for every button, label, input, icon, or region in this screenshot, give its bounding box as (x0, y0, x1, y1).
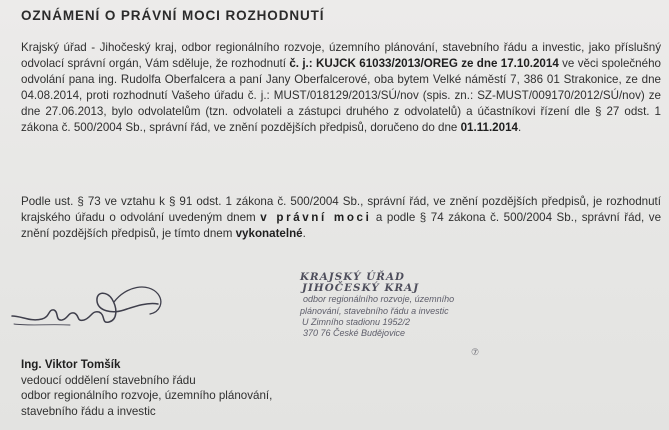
stamp-address-city: 370 76 České Budějovice (303, 328, 406, 339)
document-title: OZNÁMENÍ O PRÁVNÍ MOCI ROZHODNUTÍ (21, 8, 325, 23)
stamp-region: JIHOČESKÝ KRAJ (302, 282, 420, 295)
signer-department: odbor regionálního rozvoje, územního plánování, (21, 389, 273, 403)
enforceable-word: vykonatelné (235, 227, 303, 241)
paragraph-legal-text-1: Podle ust. § 73 ve vztahu k § 91 odst. 1 zákona č. 500/2004 Sb., správní řád, ve znění pozdějších předpisů, je rozhodnutí krajského úřadu o odvolání uvedeným dnem (21, 195, 661, 225)
legal-force-phrase: v právní moci (260, 211, 372, 225)
delivery-date: 01.11.2014 (460, 121, 518, 135)
paragraph-notice-text-3: . (517, 121, 522, 135)
stamp-authority: KRAJSKÝ ÚŘAD (300, 271, 406, 283)
signer-block (21, 357, 272, 419)
handwritten-signature (8, 272, 208, 344)
stamp-department-line-1: odbor regionálního rozvoje, územního (303, 294, 455, 305)
paragraph-legal-text-3: . (302, 227, 306, 241)
paragraph-notice-text-2: ve věci společného odvolání pana ing. Rudolfa Oberfalcera a paní Jany Oberfalcerové, oba bytem Velké náměstí 7, 386 01 Strakonice, ze dne 04.08.2014, proti rozhodnutí Vašeho úřadu č. j.: MUST/018129/2013/SÚ/nov (spis. zn.: SZ-MUST/009170/2012/SÚ/nov) ze dne 27.06.2013, bylo odvolatelům (tzn. odvolateli a zástupci druhého z odvolatelů) a účastníkovi řízení dle § 27 odst. 1 zákona č. 500/2004 Sb., správní řád, ve znění pozdějších předpisů, doručeno do dne (21, 57, 661, 135)
signer-position: vedoucí oddělení stavebního řádu (21, 373, 196, 387)
signer-name: Ing. Viktor Tomšík (21, 358, 121, 371)
decision-reference: č. j.: KUJCK 61033/2013/OREG ze dne 17.10.2014 (289, 57, 559, 71)
paragraph-legal-force (21, 194, 661, 242)
signer-department-2: stavebního řádu a investic (21, 404, 156, 418)
paragraph-legal-text-2: a podle § 74 zákona č. 500/2004 Sb., správní řád, ve znění pozdějších předpisů, je tímto dnem (21, 211, 662, 241)
stamp-number-mark: ⑦ (471, 347, 480, 357)
paragraph-notice-text-1: Krajský úřad - Jihočeský kraj, odbor regionálního rozvoje, územního plánování, stavebního řádu a investic, jako příslušný odvolací správní orgán, Vám sděluje, že rozhodnutí (21, 41, 661, 71)
paragraph-notice (21, 40, 661, 137)
official-stamp (298, 271, 480, 357)
stamp-department-line-2: plánování, stavebního řádu a investic (300, 305, 449, 316)
stamp-department-line-3: U Zimního stadionu 1952/2 (302, 316, 411, 327)
